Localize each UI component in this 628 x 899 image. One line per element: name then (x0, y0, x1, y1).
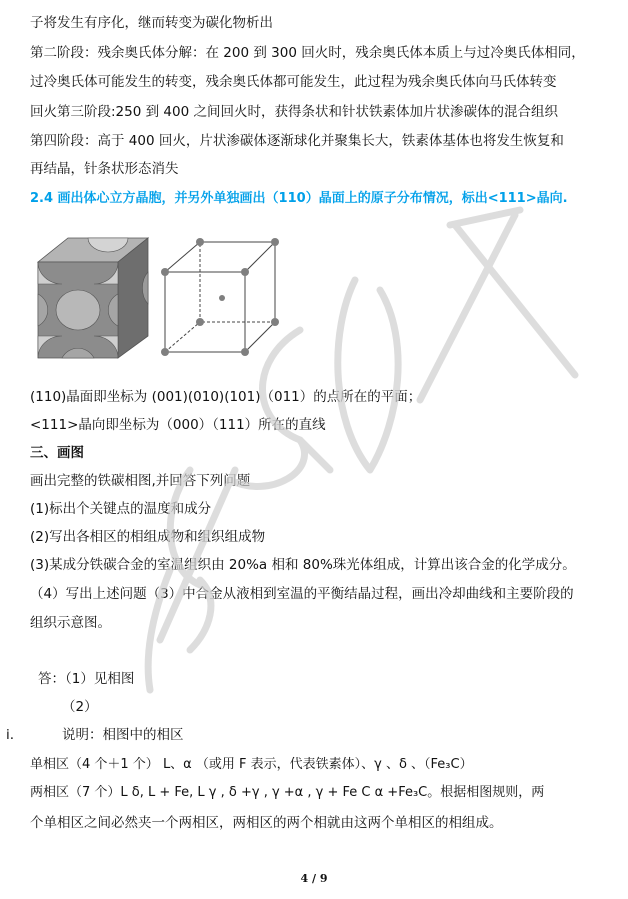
list-marker: i. (6, 727, 15, 743)
text-line: <111>晶向即坐标为（000）（111）所在的直线 (30, 417, 326, 433)
text-line: 说明：相图中的相区 (62, 727, 184, 743)
section-heading: 三、画图 (30, 445, 84, 461)
text-line: (2)写出各相区的相组成物和组织组成物 (30, 529, 266, 545)
text-line: (1)标出个关键点的温度和成分 (30, 501, 212, 517)
text-line: 两相区（7 个）L δ, L + Fe, L γ , δ +γ , γ +α , γ + Fe C α +Fe₃C。根据相图规则，两 (30, 785, 545, 800)
text-line: 回火第三阶段:250 到 400 之间回火时，获得条状和针状铁素体加片状渗碳体的混合组织 (30, 104, 558, 120)
text-line: 第二阶段：残余奥氏体分解：在 200 到 300 回火时，残余奥氏体本质上与过冷奥氏体相同， (30, 45, 585, 61)
text-line: 个单相区之间必然夹一个两相区，两相区的两个相就由这两个单相区的相组成。 (30, 815, 503, 831)
bcc-solid-cube-figure (30, 232, 150, 360)
page-number: 4 / 9 (300, 872, 328, 885)
bcc-wireframe-cube-figure (155, 232, 290, 362)
question-2-4-heading: 2.4 画出体心立方晶胞，并另外单独画出（110）晶面上的原子分布情况，标出<111>晶向. (30, 191, 568, 206)
text-line: （4）写出上述问题（3）中合金从液相到室温的平衡结晶过程，画出冷却曲线和主要阶段的 (30, 586, 574, 602)
text-line: 过冷奥氏体可能发生的转变，残余奥氏体都可能发生，此过程为残余奥氏体向马氏体转变 (30, 74, 557, 90)
text-line: 画出完整的铁碳相图,并回答下列问题 (30, 473, 251, 489)
answer-line: （2） (62, 699, 98, 715)
text-line: 组织示意图。 (30, 615, 111, 631)
text-line: 第四阶段：高于 400 回火，片状渗碳体逐渐球化并聚集长大，铁素体基体也将发生恢复和 (30, 133, 564, 149)
text-line: 单相区（4 个＋1 个） L、α （或用 F 表示，代表铁素体）、γ 、δ 、（Fe₃C） (30, 757, 473, 772)
text-line: 再结晶，针条状形态消失 (30, 161, 179, 177)
text-line: (110)晶面即坐标为 (001)(010)(101)（011）的点所在的平面； (30, 389, 422, 405)
answer-line: 答：（1）见相图 (38, 671, 135, 687)
text-line: (3)某成分铁碳合金的室温组织由 20%a 相和 80%珠光体组成，计算出该合金的化学成分。 (30, 557, 576, 573)
text-line: 子将发生有序化，继而转变为碳化物析出 (30, 15, 273, 31)
